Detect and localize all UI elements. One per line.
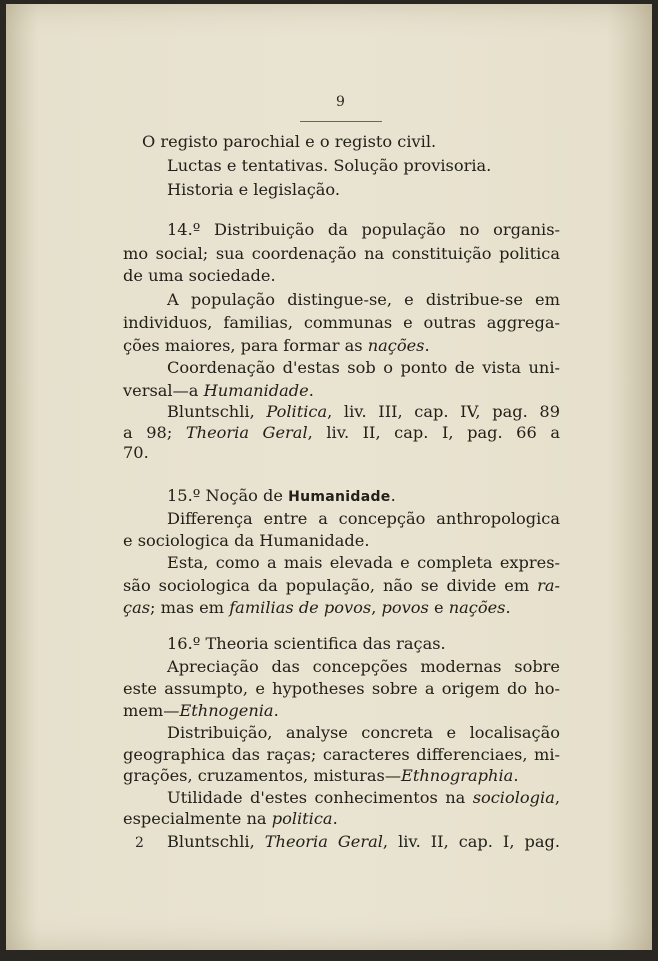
text-line: Luctas e tentativas. Solução provisoria. [167,156,492,175]
text-line: são sociologica da população, não se divide em ra- [123,576,560,595]
text-line: especialmente na politica. [123,809,338,828]
text-line: 70. [123,443,149,462]
text-line: Apreciação das concepções modernas sobre [167,657,560,676]
text-line: A população distingue-se, e distribue-se em [167,290,560,309]
text-line: e sociologica da Humanidade. [123,531,370,550]
header-rule [300,121,382,122]
page-number: 9 [336,94,345,110]
text-line: Differença entre a concepção anthropologica [167,509,560,528]
text-line: mem—Ethnogenia. [123,701,279,720]
text-line: Esta, como a mais elevada e completa expres- [167,553,560,572]
text-line: Historia e legislação. [167,180,341,199]
book-page [6,4,652,950]
text-line: geographica das raças; caracteres differenciaes, mi- [123,745,560,764]
text-line: individuos, familias, communas e outras aggrega- [123,313,560,332]
text-line: Distribuição, analyse concreta e localisação [167,723,560,742]
text-line: 14.º Distribuição da população no organis- [167,220,560,239]
text-line: ças; mas em familias de povos, povos e nações. [123,598,511,617]
section-heading: 16.º Theoria scientifica das raças. [167,634,446,653]
text-line: Utilidade d'estes conhecimentos na sociologia, [167,788,560,807]
signature-mark: 2 [135,835,144,851]
text-line: versal—a Humanidade. [123,381,314,400]
text-line: Bluntschli, Theoria Geral, liv. II, cap. I, pag. [167,832,560,851]
text-line: mo social; sua coordenação na constituição politica [123,244,560,263]
text-line: de uma sociedade. [123,266,276,285]
text-line: O registo parochial e o registo civil. [142,132,437,151]
text-line: Bluntschli, Politica, liv. III, cap. IV, pag. 89 [167,402,561,421]
text-line: este assumpto, e hypotheses sobre a origem do ho- [123,679,560,698]
text-line: ções maiores, para formar as nações. [123,336,430,355]
section-heading: 15.º Noção de Humanidade. [167,486,396,505]
text-line: grações, cruzamentos, misturas—Ethnographia. [123,766,519,785]
text-line: Coordenação d'estas sob o ponto de vista uni- [167,358,560,377]
text-line: a 98; Theoria Geral, liv. II, cap. I, pag. 66 a [123,423,561,442]
